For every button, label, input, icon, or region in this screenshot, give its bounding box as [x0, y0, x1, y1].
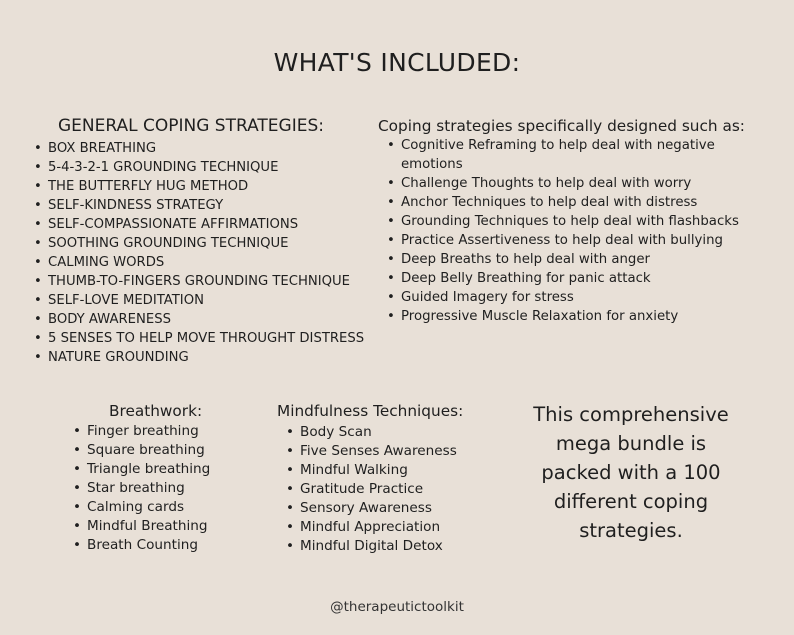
list-item: • BODY AWARENESS — [34, 310, 379, 329]
general-coping-list — [34, 139, 379, 367]
list-item: • Practice Assertiveness to help deal with bullying — [387, 231, 778, 250]
breathwork-heading: Breathwork: — [109, 402, 203, 420]
list-item: • Deep Breaths to help deal with anger — [387, 250, 778, 269]
list-item: • Breath Counting — [73, 536, 253, 555]
general-coping-heading: GENERAL COPING STRATEGIES: — [58, 116, 324, 136]
list-item: • Mindful Walking — [286, 461, 507, 480]
blurb-line: mega bundle is — [555, 432, 707, 455]
list-item: • SELF-KINDNESS STRATEGY — [34, 196, 379, 215]
list-item: • Deep Belly Breathing for panic attack — [387, 269, 778, 288]
blurb-line: different coping — [553, 490, 709, 513]
list-item: • Triangle breathing — [73, 460, 253, 479]
list-item: • Star breathing — [73, 479, 253, 498]
list-item: • Five Senses Awareness — [286, 442, 507, 461]
list-item: • Guided Imagery for stress — [387, 288, 778, 307]
blurb-line: packed with a 100 — [541, 461, 721, 484]
list-item: • CALMING WORDS — [34, 253, 379, 272]
list-item: • Mindful Appreciation — [286, 518, 507, 537]
list-item: • Square breathing — [73, 441, 253, 460]
list-item: • Mindful Digital Detox — [286, 537, 507, 556]
page-title: WHAT'S INCLUDED: — [273, 48, 521, 77]
list-item: • Sensory Awareness — [286, 499, 507, 518]
list-item: • 5-4-3-2-1 GROUNDING TECHNIQUE — [34, 158, 379, 177]
list-item: • SOOTHING GROUNDING TECHNIQUE — [34, 234, 379, 253]
list-item: • Mindful Breathing — [73, 517, 253, 536]
blurb-line: This comprehensive — [533, 403, 729, 426]
list-item: • Anchor Techniques to help deal with distress — [387, 193, 778, 212]
specific-coping-heading: Coping strategies specifically designed such as: — [378, 117, 745, 135]
mindfulness-section — [277, 402, 507, 556]
list-item: • Cognitive Reframing to help deal with negative emotions — [387, 136, 778, 174]
general-coping-section — [34, 116, 379, 367]
mindfulness-heading: Mindfulness Techniques: — [277, 402, 464, 420]
list-item: • Challenge Thoughts to help deal with worry — [387, 174, 778, 193]
breathwork-section — [73, 402, 253, 555]
list-item: • Calming cards — [73, 498, 253, 517]
breathwork-list — [73, 422, 253, 555]
list-item: • NATURE GROUNDING — [34, 348, 379, 367]
mindfulness-list — [286, 423, 507, 556]
specific-coping-section — [378, 116, 778, 326]
list-item: • BOX BREATHING — [34, 139, 379, 158]
blurb-line: strategies. — [579, 519, 683, 542]
list-item: • Finger breathing — [73, 422, 253, 441]
list-item: • 5 SENSES TO HELP MOVE THROUGHT DISTRESS — [34, 329, 379, 348]
list-item: • THUMB-TO-FINGERS GROUNDING TECHNIQUE — [34, 272, 379, 291]
list-item: • Grounding Techniques to help deal with flashbacks — [387, 212, 778, 231]
list-item: • SELF-COMPASSIONATE AFFIRMATIONS — [34, 215, 379, 234]
list-item: • Body Scan — [286, 423, 507, 442]
list-item: • Progressive Muscle Relaxation for anxiety — [387, 307, 778, 326]
bundle-blurb — [508, 400, 754, 545]
specific-coping-list — [387, 136, 778, 326]
social-handle: @therapeutictoolkit — [330, 599, 464, 615]
list-item: • THE BUTTERFLY HUG METHOD — [34, 177, 379, 196]
list-item: • SELF-LOVE MEDITATION — [34, 291, 379, 310]
list-item: • Gratitude Practice — [286, 480, 507, 499]
